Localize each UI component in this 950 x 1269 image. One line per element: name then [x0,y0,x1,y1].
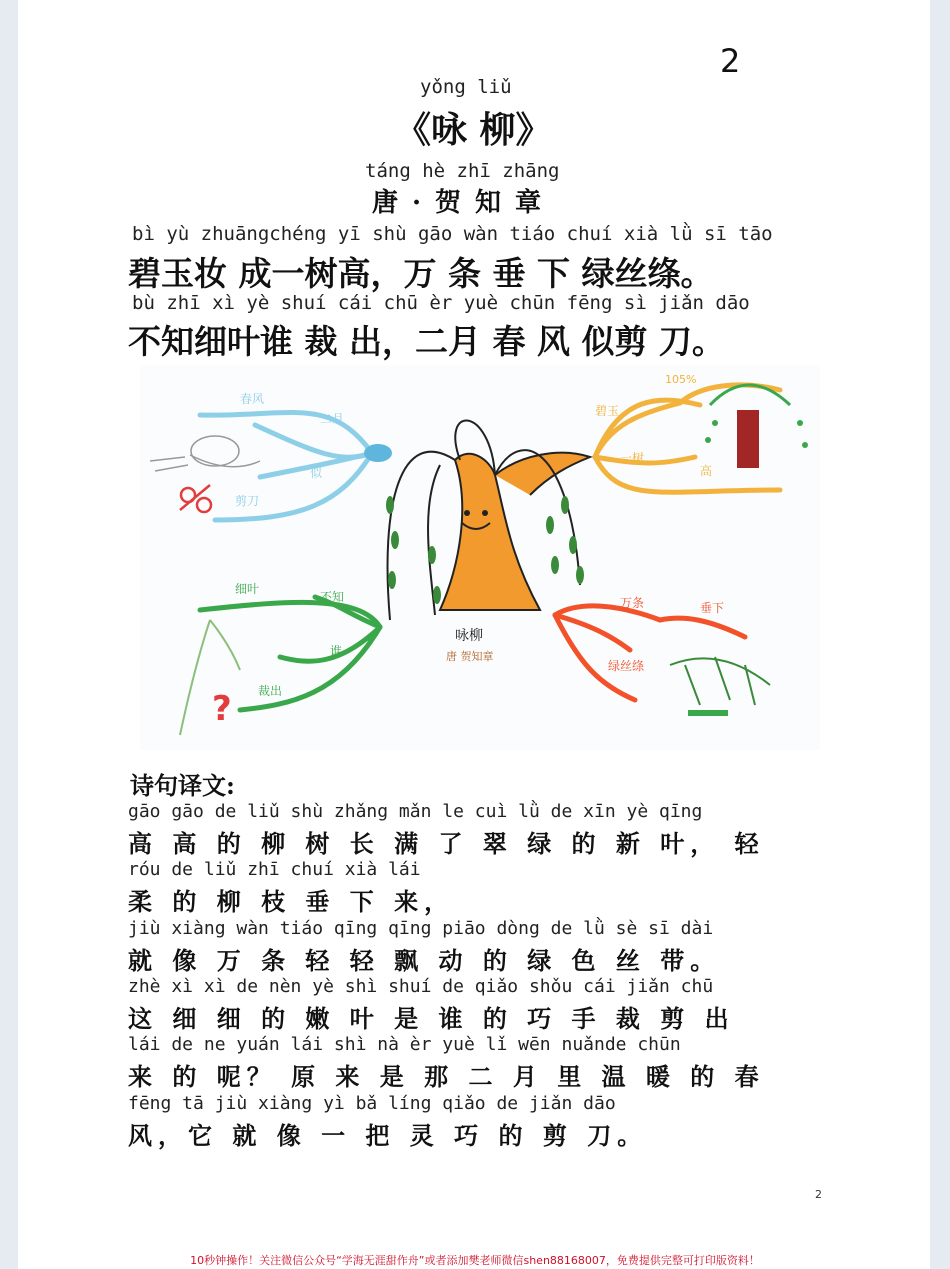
branch-label-lvsitao: 绿丝绦 [608,659,645,673]
branch-label-jiandao: 剪刀 [235,494,260,508]
translation-line-4-pinyin: zhè xì xì de nèn yè shì shuí de qiǎo shǒu cái jiǎn chū [128,976,714,997]
translation-line-3: 就 像 万 条 轻 轻 飘 动 的 绿 色 丝 带。 [128,946,721,975]
poem-line-2: 不知细叶谁 裁 出，二月 春 风 似剪 刀。 [128,322,725,361]
mindmap-center-author: 唐 贺知章 [446,650,494,663]
poem-line-2-pinyin: bù zhī xì yè shuí cái chū èr yuè chūn fēng sì jiǎn dāo [132,292,750,314]
translation-line-1: 高 高 的 柳 树 长 满 了 翠 绿 的 新 叶， 轻 [128,829,765,858]
translation-line-2: 柔 的 柳 枝 垂 下 来， [128,887,455,916]
title-pinyin: yǒng liǔ [420,76,512,98]
branch-label-eryue: 二月 [320,412,345,426]
branch-label-chunfeng: 春风 [240,392,265,406]
poem-title: 《咏 柳》 [395,109,552,151]
page-number: 2 [720,42,741,80]
branch-label-biyu: 碧玉 [595,404,620,418]
branch-label-chuixia: 垂下 [700,601,725,615]
poem-line-1: 碧玉妆 成一树高，万 条 垂 下 绿丝绦。 [128,254,714,293]
branch-label-wantiao: 万条 [620,596,645,610]
branch-label-si: 似 [310,466,323,480]
translation-heading: 诗句译文: [130,771,235,800]
mind-map-illustration [140,365,820,750]
poem-line-1-pinyin: bì yù zhuāngchéng yī shù gāo wàn tiáo chuí xià lǜ sī tāo [132,223,773,245]
branch-label-xiye: 细叶 [235,582,260,596]
svg-text:?: ? [212,689,232,729]
question-mark-icon [212,689,232,729]
translation-line-2-pinyin: róu de liǔ zhī chuí xià lái [128,859,421,880]
branch-label-caichu: 裁出 [258,684,283,698]
translation-line-6-pinyin: fēng tā jiù xiàng yì bǎ líng qiǎo de jiǎn dāo [128,1093,616,1114]
translation-line-3-pinyin: jiù xiàng wàn tiáo qīng qīng piāo dòng de lǜ sè sī dài [128,918,714,939]
translation-line-1-pinyin: gāo gāo de liǔ shù zhǎng mǎn le cuì lǜ de xīn yè qīng [128,801,703,822]
branch-label-gao: 高 [700,464,713,478]
translation-line-5: 来 的 呢？ 原 来 是 那 二 月 里 温 暖 的 春 [128,1062,765,1091]
branch-label-buzhi: 不知 [320,590,345,604]
branch-label-yishu: 一树 [620,451,645,465]
author-pinyin: táng hè zhī zhāng [365,160,560,182]
mindmap-center-title: 咏柳 [455,628,483,644]
poem-author: 唐·贺知章 [372,188,556,218]
promo-banner: 10秒钟操作！关注微信公众号“学海无涯甜作舟”或者添加樊老师微信shen88168007，免费提供完整可打印版资料！ [190,1254,760,1267]
translation-line-6: 风，它 就 像 一 把 灵 巧 的 剪 刀。 [128,1121,648,1150]
footer-page-number: 2 [815,1188,822,1201]
branch-label-shui: 谁 [330,644,343,658]
translation-line-5-pinyin: lái de ne yuán lái shì nà èr yuè lǐ wēn nuǎnde chūn [128,1034,681,1055]
branch-label-percent: 105% [665,373,697,386]
bird-icon [364,444,392,462]
translation-line-4: 这 细 细 的 嫩 叶 是 谁 的 巧 手 裁 剪 出 [128,1004,735,1033]
